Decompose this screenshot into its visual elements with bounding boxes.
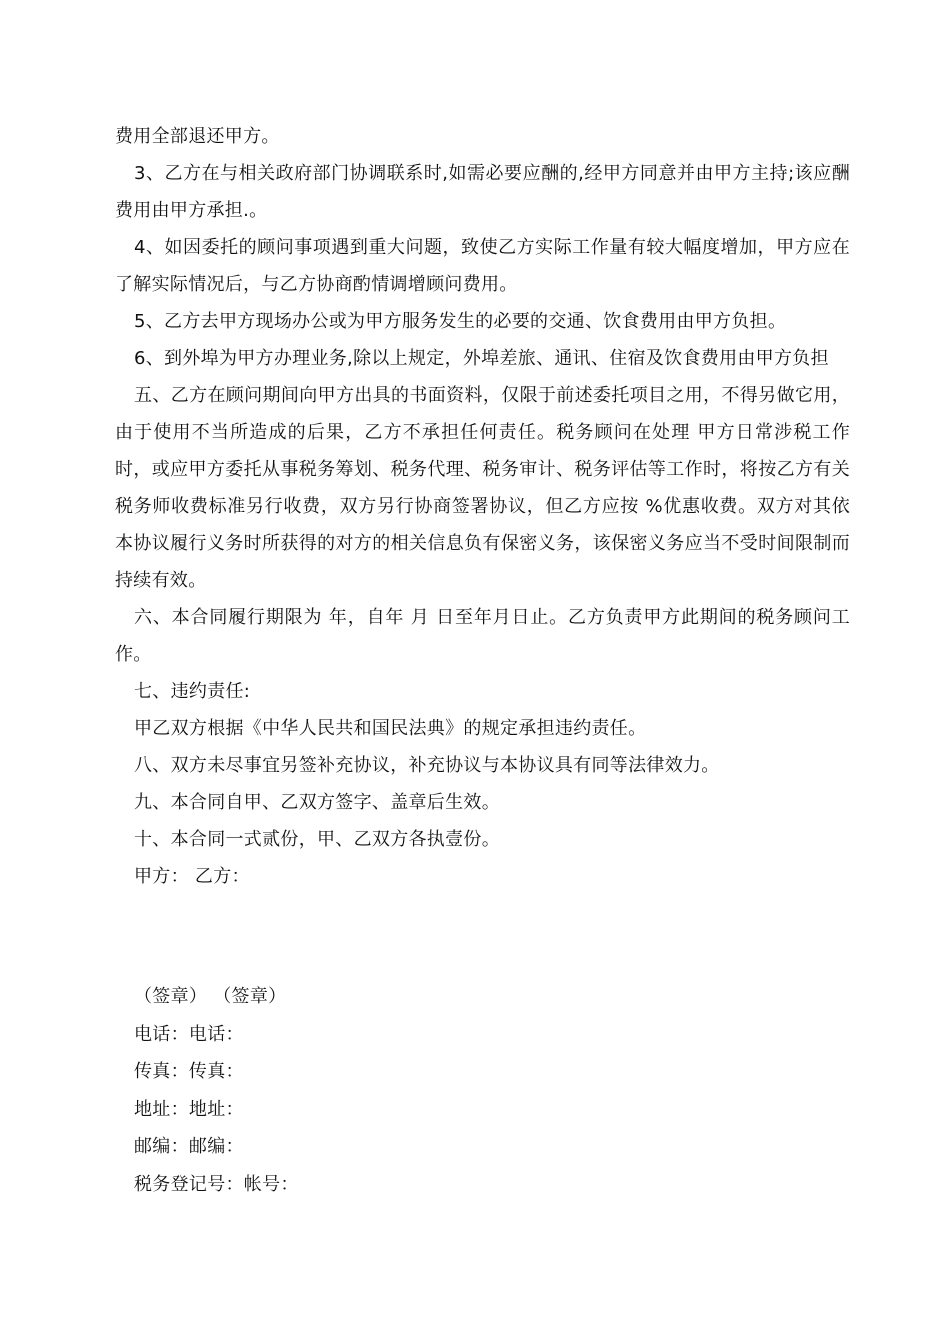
paragraph: 甲乙双方根据《中华人民共和国民法典》的规定承担违约责任。: [134, 718, 647, 739]
paragraph: 费用全部退还甲方。: [115, 126, 280, 147]
paragraph: 八、双方未尽事宜另签补充协议，补充协议与本协议具有同等法律效力。: [134, 755, 720, 776]
tax-account-line: 税务登记号：帐号：: [134, 1173, 299, 1195]
paragraph: 6、到外埠为甲方办理业务,除以上规定，外埠差旅、通讯、住宿及饮食费用由甲方负担: [134, 348, 829, 369]
phone-line: 电话：电话：: [134, 1023, 244, 1045]
contract-body: [115, 118, 850, 895]
postcode-line: 邮编：邮编：: [134, 1136, 244, 1157]
signature-block: [115, 978, 850, 1203]
party-labels: 甲方： 乙方：: [134, 866, 250, 887]
paragraph: 十、本合同一式贰份，甲、乙双方各执壹份。: [134, 829, 500, 850]
seal-line: （签章） （签章）: [134, 986, 287, 1007]
paragraph: 4、如因委托的顾问事项遇到重大问题，致使乙方实际工作量有较大幅度增加，甲方应在了解实际情况后，与乙方协商酌情调增顾问费用。: [115, 237, 850, 295]
paragraph: 九、本合同自甲、乙双方签字、盖章后生效。: [134, 792, 500, 813]
paragraph: 六、本合同履行期限为 年，自年 月 日至年月日止。乙方负责甲方此期间的税务顾问工作。: [115, 607, 850, 665]
address-line: 地址：地址：: [134, 1098, 244, 1120]
paragraph: 3、乙方在与相关政府部门协调联系时,如需必要应酬的,经甲方同意并由甲方主持;该应酬费用由甲方承担.。: [115, 163, 850, 221]
fax-line: 传真：传真：: [134, 1061, 244, 1082]
paragraph: 5、乙方去甲方现场办公或为甲方服务发生的必要的交通、饮食费用由甲方负担。: [134, 311, 787, 332]
paragraph: 七、违约责任:: [134, 681, 251, 702]
paragraph: 五、乙方在顾问期间向甲方出具的书面资料，仅限于前述委托项目之用，不得另做它用，由于使用不当所造成的后果，乙方不承担任何责任。税务顾问在处理 甲方日常涉税工作时，或应甲方委托从事税务筹划、税务代理、税务审计、税务评估等工作时，将按乙方有关税务师收费标准另行收费，双方另行协商签署协议，但乙方应按 %优惠收费。双方对其依本协议履行义务时所获得的对方的相关信息负有保密义务，该保密义务应当不受时间限制而持续有效。: [115, 385, 850, 591]
